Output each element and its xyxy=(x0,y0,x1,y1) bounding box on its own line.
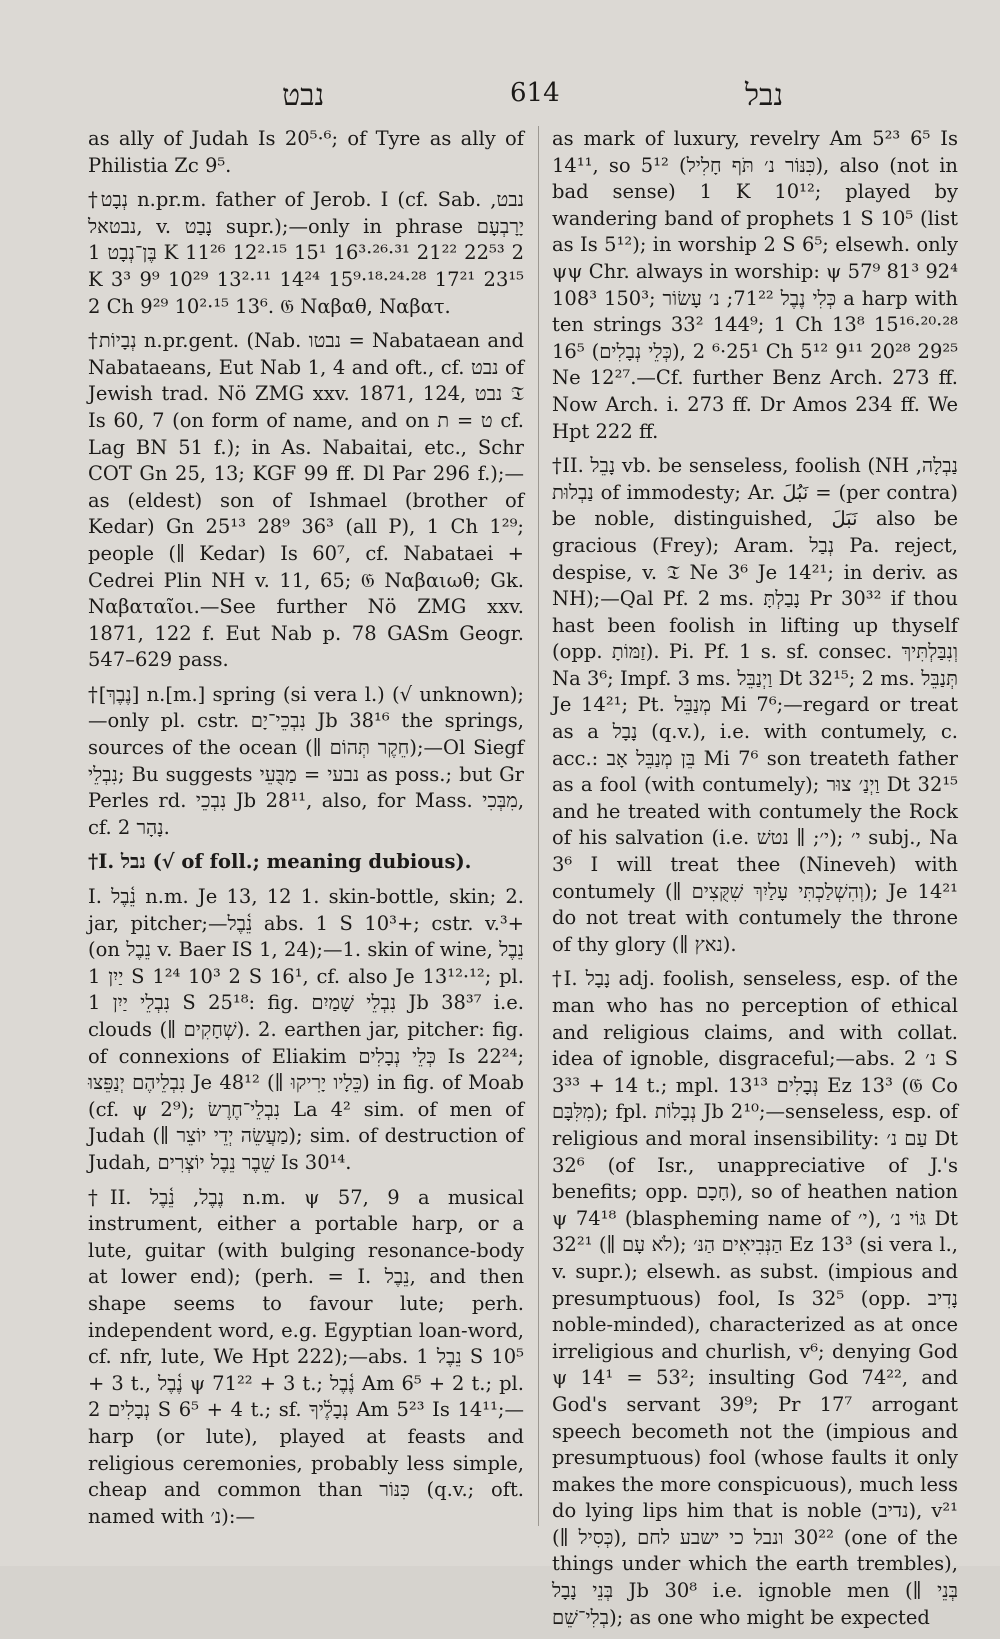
entry-nebek: †[נֶבֶךְ] n.[m.] spring (si vera l.) (√ unknown);—only pl. cstr. נִבְכֵי־יָם Jb 38¹⁶ the springs, sources of the ocean (∥ חֵקֶר תְּהוֹם);—Ol Siegf נִבְלֵי; Bu suggests נבעי = מַבֻּעֵי as poss.; but Gr Perles rd. נִבְכֵי Jb 28¹¹, also, for Mass. מִבְּכִי, cf. נָהָר 2. xyxy=(88,682,525,839)
left-column xyxy=(88,126,524,1538)
entry-nebel-harp-continued: as mark of luxury, revelry Am 5²³ 6⁵ Is 14¹¹, so 5¹² (כִּנּוֹר נ׳ תֹּף חָלִיל), also (not in bad sense) 1 K 10¹²; played by wandering band of prophets 1 S 10⁵ (list as Is 5¹²); in worship 2 S 6⁵; elsewh. only ψψ Chr. always in worship: ψ 57⁹ 81³ 92⁴ 108³ 150³; כְּלִי נֶבֶל 71²²; נ׳ עָשׂוֹר a harp with ten strings 33² 144⁹; 1 Ch 13⁸ 15¹⁶·²⁰·²⁸ 16⁵ (כְּלֵי נְבָלִים), 25¹·⁶ 2 Ch 5¹² 9¹¹ 20²⁸ 29²⁵ Ne 12²⁷.—Cf. further Benz Arch. 273 ff. Now Arch. i. 273 ff. Dr Amos 234 ff. We Hpt 222 ff. xyxy=(552,127,959,443)
right-column xyxy=(552,126,958,1639)
header-left-word: נבט xyxy=(282,78,325,113)
page-number: 614 xyxy=(510,78,560,108)
column-divider xyxy=(538,126,539,1526)
entry-nebat: †נְבָט n.pr.m. father of Jerob. I (cf. Sab. נבט, נבטאל, v. נָבַט supr.);—only in phrase יָרָבְעָם בֶּן־נְבָט 1 K 11²⁶ 12²·¹⁵ 15¹ 16³·²⁶·³¹ 21²² 22⁵³ 2 K 3³ 9⁹ 10²⁹ 13²·¹¹ 14²⁴ 15⁹·¹⁸·²⁴·²⁸ 17²¹ 23¹⁵ 2 Ch 9²⁹ 10²·¹⁵ 13⁶. 𝔊 Ναβαθ, Ναβατ. xyxy=(88,188,525,318)
entry-nabal-adjective: †I. נָבָל adj. foolish, senseless, esp. of the man who has no perception of ethical and religious claims, and with collat. idea of ignoble, disgraceful;—abs. נ׳ 2 S 3³³ + 14 t.; mpl. נְבָלִים 13¹³ Ez 13³ (𝔊 Co מִלִּבָּם); fpl. נְבָלוֹת Jb 2¹⁰;—senseless, esp. of religious and moral insensibility: עַם נ׳ Dt 32⁶ (of Isr., unappreciative of J.'s benefits; opp. חָכָם), so of heathen nation ψ 74¹⁸ (blaspheming name of י׳), גּוֹי נ׳ Dt 32²¹ (∥ לֹא עָם); הַנְּבִיאִים הַנּ׳ Ez 13³ (si vera l., v. supr.); elsewh. as subst. (impious and presumptuous) fool, Is 32⁵ (opp. נָדִיב noble-minded), characterized as at once irreligious and churlish, v⁶; denying God ψ 14¹ = 53²; insulting God 74²², and God's servant 39⁹; Pr 17⁷ arrogant speech becometh not the (impious and presumptuous) fool (whose faults it only makes the more conspicuous), much less do lying lips him that is noble (נדיב), v²¹ (∥ כְּסִיל), 30²² ונבל כי ישבע לחם (one of the things under which the earth trembles), בְּנֵי נָבָל Jb 30⁸ i.e. ignoble men (∥ בְּנֵי בְלִי־שֵׁם); as one who might be expected xyxy=(552,967,958,1629)
entry-nebayoth: †נְבָיוֹת n.pr.gent. (Nab. נבטו = Nabataean and Nabataeans, Eut Nab 1, 4 and oft., cf. נבט of Jewish trad. Nö ZMG xxv. 1871, 124, נבט 𝔗 Is 60, 7 (on form of name, and on ט = ת cf. Lag BN 51 f.); in As. Nabaitai, etc., Schr COT Gn 25, 13; KGF 99 ff. Dl Par 296 f.);—as (eldest) son of Ishmael (brother of Kedar) Gn 25¹³ 28⁹ 36³ (all P), 1 Ch 1²⁹; people (∥ Kedar) Is 60⁷, cf. Nabataei + Cedrei Plin NH v. 11, 65; 𝔊 Ναβαιωθ; Gk. Ναβαταῖοι.—See further Nö ZMG xxv. 1871, 122 f. Eut Nab p. 78 GASm Geogr. 547–629 pass. xyxy=(88,329,524,672)
page-header xyxy=(0,78,1000,118)
root-heading-nbl-i: †I. נבל (√ of foll.; meaning dubious). xyxy=(88,850,472,874)
entry-nebel-skin-bottle: I. נֵ֫בֶל n.m. Je 13, 12 1. skin-bottle, skin; 2. jar, pitcher;—נֵ֫בֶל abs. 1 S 10³+; cstr. v.³+ (on נֵבֶל v. Baer IS 1, 24);—1. skin of wine, נֵבֶל יַיִן 1 S 1²⁴ 10³ 2 S 16¹, cf. also Je 13¹²·¹²; pl. נִבְלֵי יַיִן 1 S 25¹⁸: fig. נִבְלֵי שָׁמַיִם Jb 38³⁷ i.e. clouds (∥ שְׁחָקִים). 2. earthen jar, pitcher: fig. of connexions of Eliakim כְּלֵי נְבָלִים Is 22²⁴; נִבְלֵיהֶם יְנַפֵּצוּ Je 48¹² (∥ כֵּלָיו יָרִיקוּ) in fig. of Moab (cf. ψ 2⁹); נִבְלֵי־חֶרֶשׂ La 4² sim. of men of Judah (∥ מַעֲשֵׂה יְדֵי יוֹצֵר); sim. of destruction of Judah, שֵׁבֶר נֵבֶל יוֹצְרִים Is 30¹⁴. xyxy=(88,885,525,1174)
header-right-word: נבל xyxy=(745,78,784,113)
entry-continuation: as ally of Judah Is 20⁵·⁶; of Tyre as ally of Philistia Zc 9⁵. xyxy=(88,127,524,177)
entry-nebel-harp: †II. נֶבֶל, נֵ֫בֶל n.m. ψ 57, 9 a musical instrument, either a portable harp, or a lute, guitar (with bulging resonance-body at lower end); (perh. = I. נֵבֶל, and then shape seems to favour lute; perh. independent word, e.g. Egyptian loan-word, cf. nfr, lute, We Hpt 222);—abs. נֵבֶל 1 S 10⁵ + 3 t., נֶ֫בֶל ψ 71²² + 3 t.; נֶ֫בֶל Am 6⁵ + 2 t.; pl. נְבָלִים 2 S 6⁵ + 4 t.; sf. נְבָלֶ֫יךָ Am 5²³ Is 14¹¹;—harp (or lute), played at feasts and religious ceremonies, probably less simple, cheap and common than כִּנּוֹר (q.v.; oft. named with נ׳):— xyxy=(88,1185,524,1528)
entry-nabel-verb: †II. נָבֵל vb. be senseless, foolish (NH נַבְלָה, נַבְלוּת of immodesty; Ar. نَبُلَ = (per contra) be noble, distinguished, نَبَلَ also be gracious (Frey); Aram. נְבַל Pa. reject, despise, v. 𝔗 Ne 3⁶ Je 14²¹; in deriv. as NH);—Qal Pf. 2 ms. נָבַלְתָּ Pr 30³² if thou hast been foolish in lifting up thyself (opp. זַמּוֹתָ). Pi. Pf. 1 s. sf. consec. וְנִבַּלְתִּיךְ Na 3⁶; Impf. 3 ms. וַיְנַבֵּל Dt 32¹⁵; 2 ms. תְּנַבֵּל Je 14²¹; Pt. מְנַבֵּל Mi 7⁶;—regard or treat as a נָבָל (q.v.), i.e. with contumely, c. acc.: בֵּן מְנַבֵּל אָב Mi 7⁶ son treateth father as a fool (with contumely); וַיְנַ׳ צוּר Dt 32¹⁵ and he treated with contumely the Rock of his salvation (i.e. י׳; ∥ נטשׁ); י׳ subj., Na 3⁶ I will treat thee (Nineveh) with contumely (∥ וְהִשְׁלַכְתִּי עָלַיִךְ שִׁקֻּצִים); Je 14²¹ do not treat with contumely the throne of thy glory (∥ נאץ). xyxy=(552,454,959,956)
